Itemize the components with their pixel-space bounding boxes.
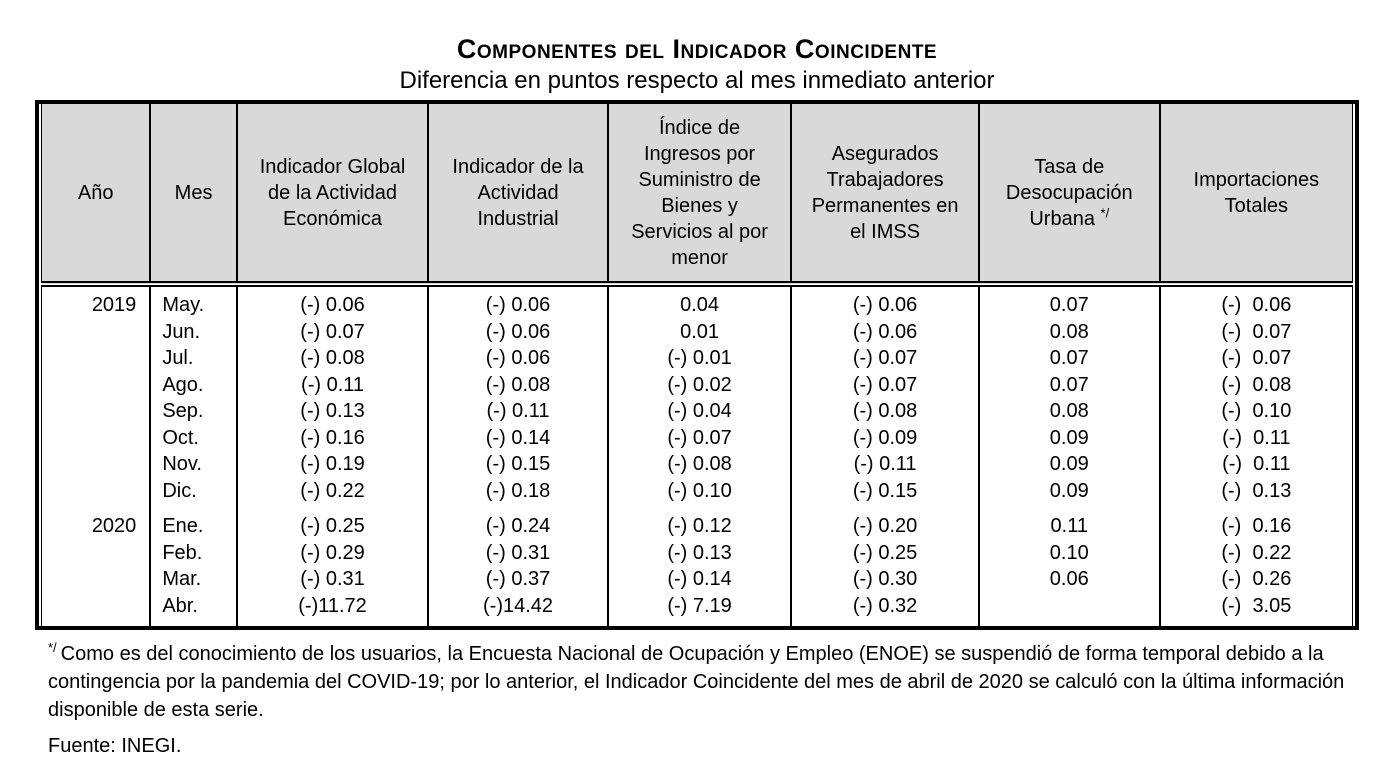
value-cell: (-) 0.08 xyxy=(791,398,978,425)
value-cell: (-) 0.16 xyxy=(1160,504,1353,540)
value-cell: (-) 0.13 xyxy=(1160,478,1353,505)
col-header-asegurados-imss: Asegurados Trabajadores Permanentes en el IMSS xyxy=(791,104,978,284)
value-cell: (-) 0.06 xyxy=(428,345,608,372)
month-cell: Jul. xyxy=(150,345,237,372)
page-title: Componentes del Indicador Coincidente xyxy=(456,34,938,64)
value-cell: (-) 0.07 xyxy=(237,319,428,346)
value-cell: (-) 0.06 xyxy=(791,319,978,346)
value-cell: (-) 0.06 xyxy=(1160,284,1353,319)
value-cell: 0.07 xyxy=(979,372,1160,399)
value-cell: (-) 0.31 xyxy=(428,540,608,567)
col-header-importaciones: Importaciones Totales xyxy=(1160,104,1353,284)
table-row xyxy=(42,372,1353,399)
value-cell: (-) 0.25 xyxy=(791,540,978,567)
value-cell: (-) 0.08 xyxy=(1160,372,1353,399)
indicator-table-frame xyxy=(35,100,1359,630)
value-cell: 0.07 xyxy=(979,345,1160,372)
value-cell: 0.01 xyxy=(608,319,792,346)
value-cell: (-) 0.08 xyxy=(428,372,608,399)
table-row xyxy=(42,319,1353,346)
value-cell: (-) 0.13 xyxy=(237,398,428,425)
value-cell: (-) 0.11 xyxy=(1160,451,1353,478)
table-row xyxy=(42,593,1353,627)
indicator-table xyxy=(41,104,1353,626)
document-page xyxy=(0,34,1394,766)
value-cell: (-) 0.31 xyxy=(237,566,428,593)
value-cell: (-) 0.19 xyxy=(237,451,428,478)
table-row xyxy=(42,284,1353,319)
value-cell: 0.09 xyxy=(979,451,1160,478)
month-cell: May. xyxy=(150,284,237,319)
month-cell: Sep. xyxy=(150,398,237,425)
value-cell: 0.06 xyxy=(979,566,1160,593)
value-cell: (-) 0.11 xyxy=(1160,425,1353,452)
footnote-marker-superscript: */ xyxy=(1100,204,1110,220)
month-cell: Abr. xyxy=(150,593,237,627)
value-cell: (-) 0.29 xyxy=(237,540,428,567)
value-cell: (-) 3.05 xyxy=(1160,593,1353,627)
value-cell: (-) 0.07 xyxy=(1160,345,1353,372)
value-cell: (-) 0.07 xyxy=(608,425,792,452)
value-cell: (-) 0.24 xyxy=(428,504,608,540)
col-header-ano: Año xyxy=(42,104,151,284)
col-header-ingresos-suministro: Índice de Ingresos por Suministro de Bienes y Servicios al por menor xyxy=(608,104,792,284)
table-row xyxy=(42,504,1353,540)
value-cell: (-) 0.20 xyxy=(791,504,978,540)
value-cell: (-) 0.07 xyxy=(1160,319,1353,346)
value-cell: 0.08 xyxy=(979,319,1160,346)
col-header-actividad-industrial: Indicador de la Actividad Industrial xyxy=(428,104,608,284)
value-cell: (-) 0.09 xyxy=(791,425,978,452)
value-cell: 0.09 xyxy=(979,425,1160,452)
table-row xyxy=(42,540,1353,567)
page-subtitle: Diferencia en puntos respecto al mes inmediato anterior xyxy=(399,67,995,94)
value-cell: (-) 0.32 xyxy=(791,593,978,627)
value-cell: (-) 0.14 xyxy=(428,425,608,452)
month-cell: Ago. xyxy=(150,372,237,399)
month-cell: Oct. xyxy=(150,425,237,452)
value-cell: (-) 0.08 xyxy=(237,345,428,372)
value-cell xyxy=(979,593,1160,627)
value-cell: (-) 0.10 xyxy=(1160,398,1353,425)
value-cell: (-) 0.25 xyxy=(237,504,428,540)
value-cell: (-)14.42 xyxy=(428,593,608,627)
value-cell: (-) 0.12 xyxy=(608,504,792,540)
value-cell: (-) 0.13 xyxy=(608,540,792,567)
col-header-tasa-desocupacion: Tasa de Desocupación Urbana */ xyxy=(979,104,1160,284)
footnote xyxy=(48,640,1354,724)
value-cell: (-) 0.15 xyxy=(428,451,608,478)
table-row xyxy=(42,478,1353,505)
table-row xyxy=(42,398,1353,425)
value-cell: (-) 0.01 xyxy=(608,345,792,372)
value-cell: 0.09 xyxy=(979,478,1160,505)
col-header-mes: Mes xyxy=(150,104,237,284)
value-cell: (-) 0.26 xyxy=(1160,566,1353,593)
month-cell: Nov. xyxy=(150,451,237,478)
table-row xyxy=(42,425,1353,452)
value-cell: (-) 0.30 xyxy=(791,566,978,593)
month-cell: Jun. xyxy=(150,319,237,346)
month-cell: Ene. xyxy=(150,504,237,540)
value-cell: (-) 0.06 xyxy=(791,284,978,319)
footnote-marker: */ xyxy=(48,640,57,656)
value-cell: 0.08 xyxy=(979,398,1160,425)
value-cell: (-) 0.37 xyxy=(428,566,608,593)
value-cell: (-) 0.11 xyxy=(237,372,428,399)
col-header-igae: Indicador Global de la Actividad Económica xyxy=(237,104,428,284)
source-line: Fuente: INEGI. xyxy=(48,735,182,757)
value-cell: (-) 0.07 xyxy=(791,345,978,372)
header-row xyxy=(42,104,1353,284)
value-cell: (-) 0.06 xyxy=(237,284,428,319)
value-cell: (-) 0.10 xyxy=(608,478,792,505)
value-cell: (-) 0.22 xyxy=(1160,540,1353,567)
value-cell: (-) 0.07 xyxy=(791,372,978,399)
value-cell: (-) 0.22 xyxy=(237,478,428,505)
value-cell: (-) 7.19 xyxy=(608,593,792,627)
table-body xyxy=(42,284,1353,626)
table-row xyxy=(42,566,1353,593)
value-cell: 0.04 xyxy=(608,284,792,319)
year-cell: 2019 xyxy=(91,294,137,316)
value-cell: (-) 0.11 xyxy=(791,451,978,478)
value-cell: (-) 0.04 xyxy=(608,398,792,425)
value-cell: (-) 0.15 xyxy=(791,478,978,505)
value-cell: (-) 0.06 xyxy=(428,319,608,346)
month-cell: Feb. xyxy=(150,540,237,567)
table-row xyxy=(42,345,1353,372)
value-cell: (-) 0.02 xyxy=(608,372,792,399)
footnote-text: Como es del conocimiento de los usuarios, la Encuesta Nacional de Ocupación y Empleo (ENOE) se suspendió de forma temporal debido a la contingencia por la pandemia del COVID-19; por lo anterior, el Indicador Coincidente del mes de abril de 2020 se calculó con la última información disponible de esta serie. xyxy=(48,643,1345,721)
value-cell: 0.10 xyxy=(979,540,1160,567)
month-cell: Mar. xyxy=(150,566,237,593)
table-row xyxy=(42,451,1353,478)
year-cell: 2020 xyxy=(91,515,137,537)
value-cell: 0.11 xyxy=(979,504,1160,540)
value-cell: (-) 0.18 xyxy=(428,478,608,505)
value-cell: (-)11.72 xyxy=(237,593,428,627)
value-cell: (-) 0.14 xyxy=(608,566,792,593)
value-cell: (-) 0.11 xyxy=(428,398,608,425)
value-cell: (-) 0.06 xyxy=(428,284,608,319)
value-cell: 0.07 xyxy=(979,284,1160,319)
value-cell: (-) 0.16 xyxy=(237,425,428,452)
value-cell: (-) 0.08 xyxy=(608,451,792,478)
month-cell: Dic. xyxy=(150,478,237,505)
